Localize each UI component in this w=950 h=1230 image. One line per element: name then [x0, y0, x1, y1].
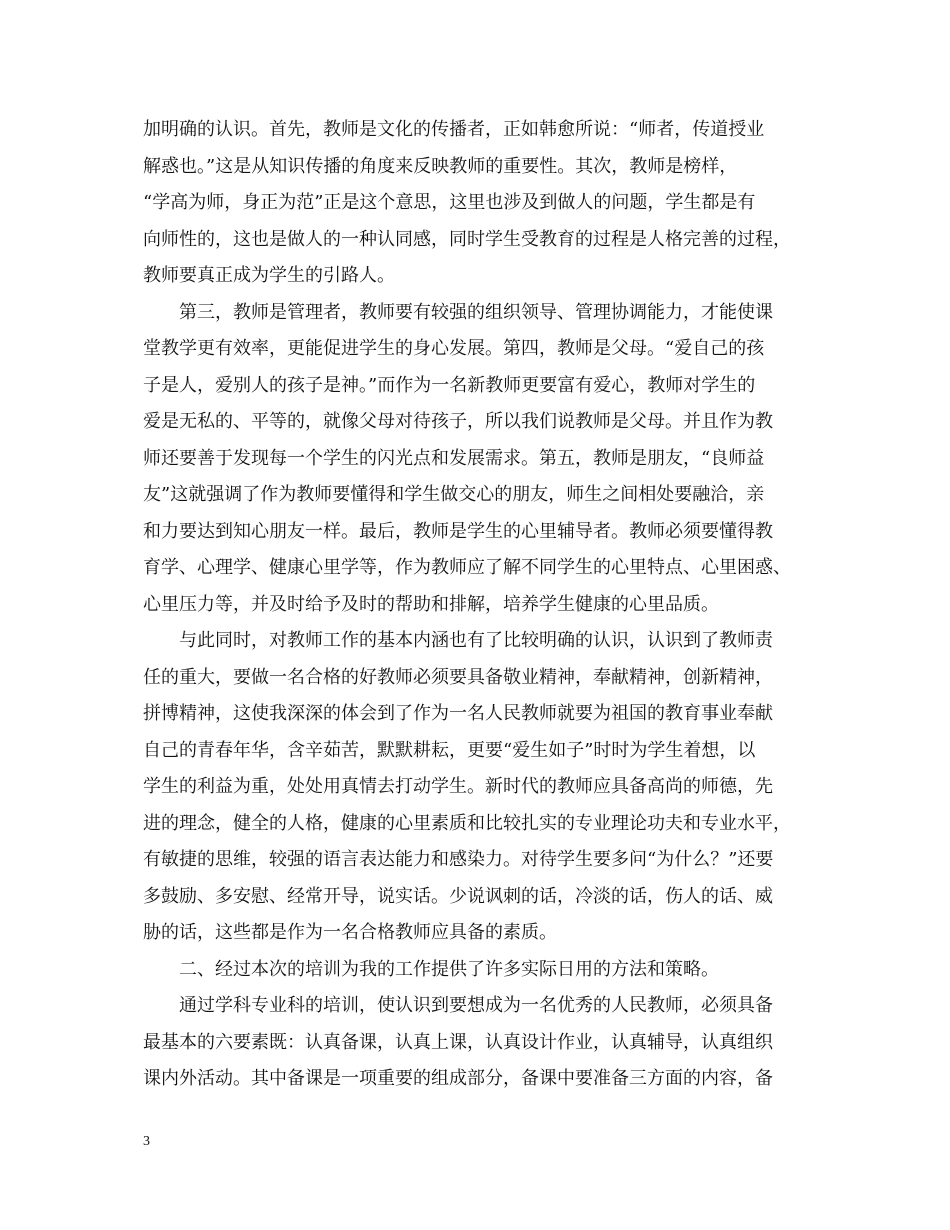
text-line: 二、经过本次的培训为我的工作提供了许多实际日用的方法和策略。 [143, 958, 719, 980]
text-line: 通过学科专业科的培训，使认识到要想成为一名优秀的人民教师，必须具备 [143, 995, 773, 1016]
text-line: 学生的利益为重，处处用真情去打动学生。新时代的教师应具备高尚的师德，先 [143, 776, 773, 797]
text-line: 多鼓励、多安慰、经常开导，说实话。少说讽刺的话，冷淡的话，伤人的话、威 [143, 885, 773, 907]
text-line: 胁的话，这些都是作为一名合格教师应具备的素质。 [143, 922, 557, 943]
text-line: 拼博精神，这使我深深的体会到了作为一名人民教师就要为祖国的教育事业奉献 [143, 703, 773, 724]
text-line: 向师性的，这也是做人的一种认同感，同时学生受教育的过程是人格完善的过程， [143, 228, 791, 250]
text-line: 进的理念，健全的人格，健康的心里素质和比较扎实的专业理论功夫和专业水平， [143, 812, 791, 834]
text-line: 子是人，爱别人的孩子是神。”而作为一名新教师更要富有爱心，教师对学生的 [143, 374, 756, 396]
text-line: 最基本的六要素既：认真备课，认真上课，认真设计作业，认真辅导，认真组织 [143, 1031, 773, 1053]
text-line: 心里压力等，并及时给予及时的帮助和排解，培养学生健康的心里品质。 [143, 593, 719, 615]
text-line: 解惑也。”这是从知识传播的角度来反映教师的重要性。其次，教师是榜样， [143, 155, 738, 177]
text-line: 课内外活动。其中备课是一项重要的组成部分，备课中要准备三方面的内容，备 [143, 1068, 773, 1089]
text-line: 堂教学更有效率，更能促进学生的身心发展。第四，教师是父母。“爱自己的孩 [143, 338, 765, 359]
text-line: 育学、心理学、健康心里学等，作为教师应了解不同学生的心里特点、心里困惑、 [143, 557, 791, 578]
text-line: 有敏捷的思维，较强的语言表达能力和感染力。对待学生要多问“为什么？”还要 [143, 849, 774, 870]
text-line: 友”这就强调了作为教师要懂得和学生做交心的朋友，师生之间相处要融洽，亲 [143, 484, 765, 505]
text-line: 任的重大，要做一名合格的好教师必须要具备敬业精神，奉献精神，创新精神， [143, 666, 773, 688]
text-line: 师还要善于发现每一个学生的闪光点和发展需求。第五，教师是朋友，“良师益 [143, 447, 765, 469]
text-line: “学高为师，身正为范”正是这个意思，这里也涉及到做人的问题，学生都是有 [143, 192, 756, 213]
text-line: 自己的青春年华，含辛茹苦，默默耕耘，更要“爱生如子”时时为学生着想，以 [143, 739, 756, 761]
text-line: 与此同时，对教师工作的基本内涵也有了比较明确的认识，认识到了教师责 [143, 630, 773, 651]
page-number: 3 [143, 1134, 150, 1149]
body-text [143, 112, 833, 1098]
text-line: 第三，教师是管理者，教师要有较强的组织领导、管理协调能力，才能使课 [143, 301, 773, 323]
text-line: 爱是无私的、平等的，就像父母对待孩子，所以我们说教师是父母。并且作为教 [143, 411, 773, 432]
text-line: 和力要达到知心朋友一样。最后，教师是学生的心里辅导者。教师必须要懂得教 [143, 520, 773, 542]
text-line: 加明确的认识。首先，教师是文化的传播者，正如韩愈所说：“师者，传道授业 [143, 119, 765, 140]
text-line: 教师要真正成为学生的引路人。 [143, 265, 395, 286]
